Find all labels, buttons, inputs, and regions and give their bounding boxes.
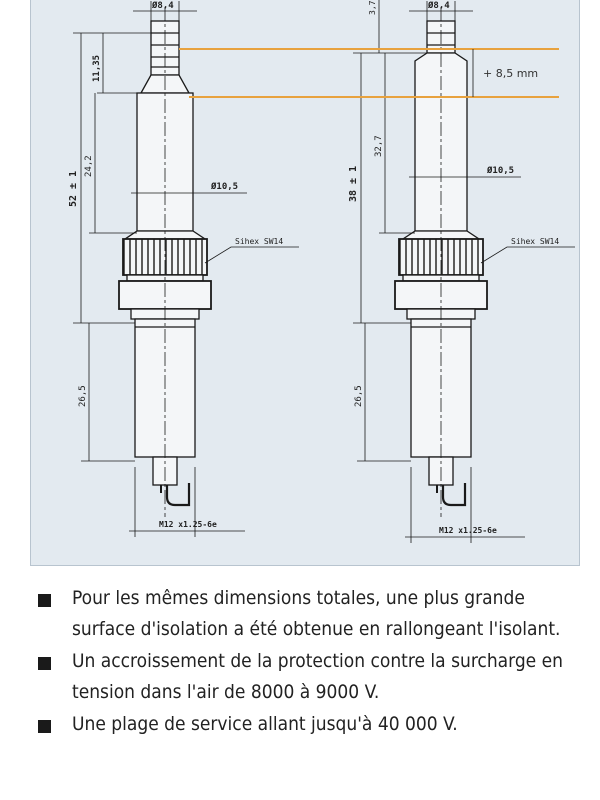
left-hex-label: Sihex SW14 <box>235 237 284 246</box>
feature-list <box>38 583 578 741</box>
bullet-square-icon <box>38 657 51 670</box>
right-total-length-label: 38 ± 1 <box>348 165 359 202</box>
spark-plug-drawing <box>31 0 581 567</box>
left-top-length-label: 11,35 <box>92 54 102 82</box>
left-thread-length-label: 26,5 <box>78 385 88 407</box>
list-item-text: Pour les mêmes dimensions totales, une plus grande surface d'isolation a été obtenue en rallongeant l'isolant. <box>72 587 561 640</box>
technical-drawing-frame <box>30 0 580 566</box>
right-shank-length-label: 32,7 <box>374 135 384 157</box>
list-item <box>38 709 578 740</box>
list-item-text: Un accroissement de la protection contre la surcharge en tension dans l'air de 8000 à 9000 V. <box>72 650 563 703</box>
left-shank-diameter-label: Ø10,5 <box>211 182 239 192</box>
left-shank-length-label: 24,2 <box>84 155 94 177</box>
list-item <box>38 646 578 708</box>
left-thread-label: M12 x1.25-6e <box>159 520 217 529</box>
right-thread-length-label: 26,5 <box>354 385 364 407</box>
right-top-length-label: 3,7 <box>368 0 377 15</box>
right-thread-label: M12 x1.25-6e <box>439 526 497 535</box>
right-shank-diameter-label: Ø10,5 <box>487 166 515 176</box>
list-item-text: Une plage de service allant jusqu'à 40 000 V. <box>72 713 458 735</box>
right-top-diameter-label: Ø8,4 <box>428 1 450 11</box>
right-hex-label: Sihex SW14 <box>511 237 560 246</box>
bullet-square-icon <box>38 720 51 733</box>
bullet-square-icon <box>38 594 51 607</box>
left-total-length-label: 52 ± 1 <box>68 170 79 207</box>
extension-note: + 8,5 mm <box>483 67 539 80</box>
left-top-diameter-label: Ø8,4 <box>152 1 174 11</box>
list-item <box>38 583 578 645</box>
